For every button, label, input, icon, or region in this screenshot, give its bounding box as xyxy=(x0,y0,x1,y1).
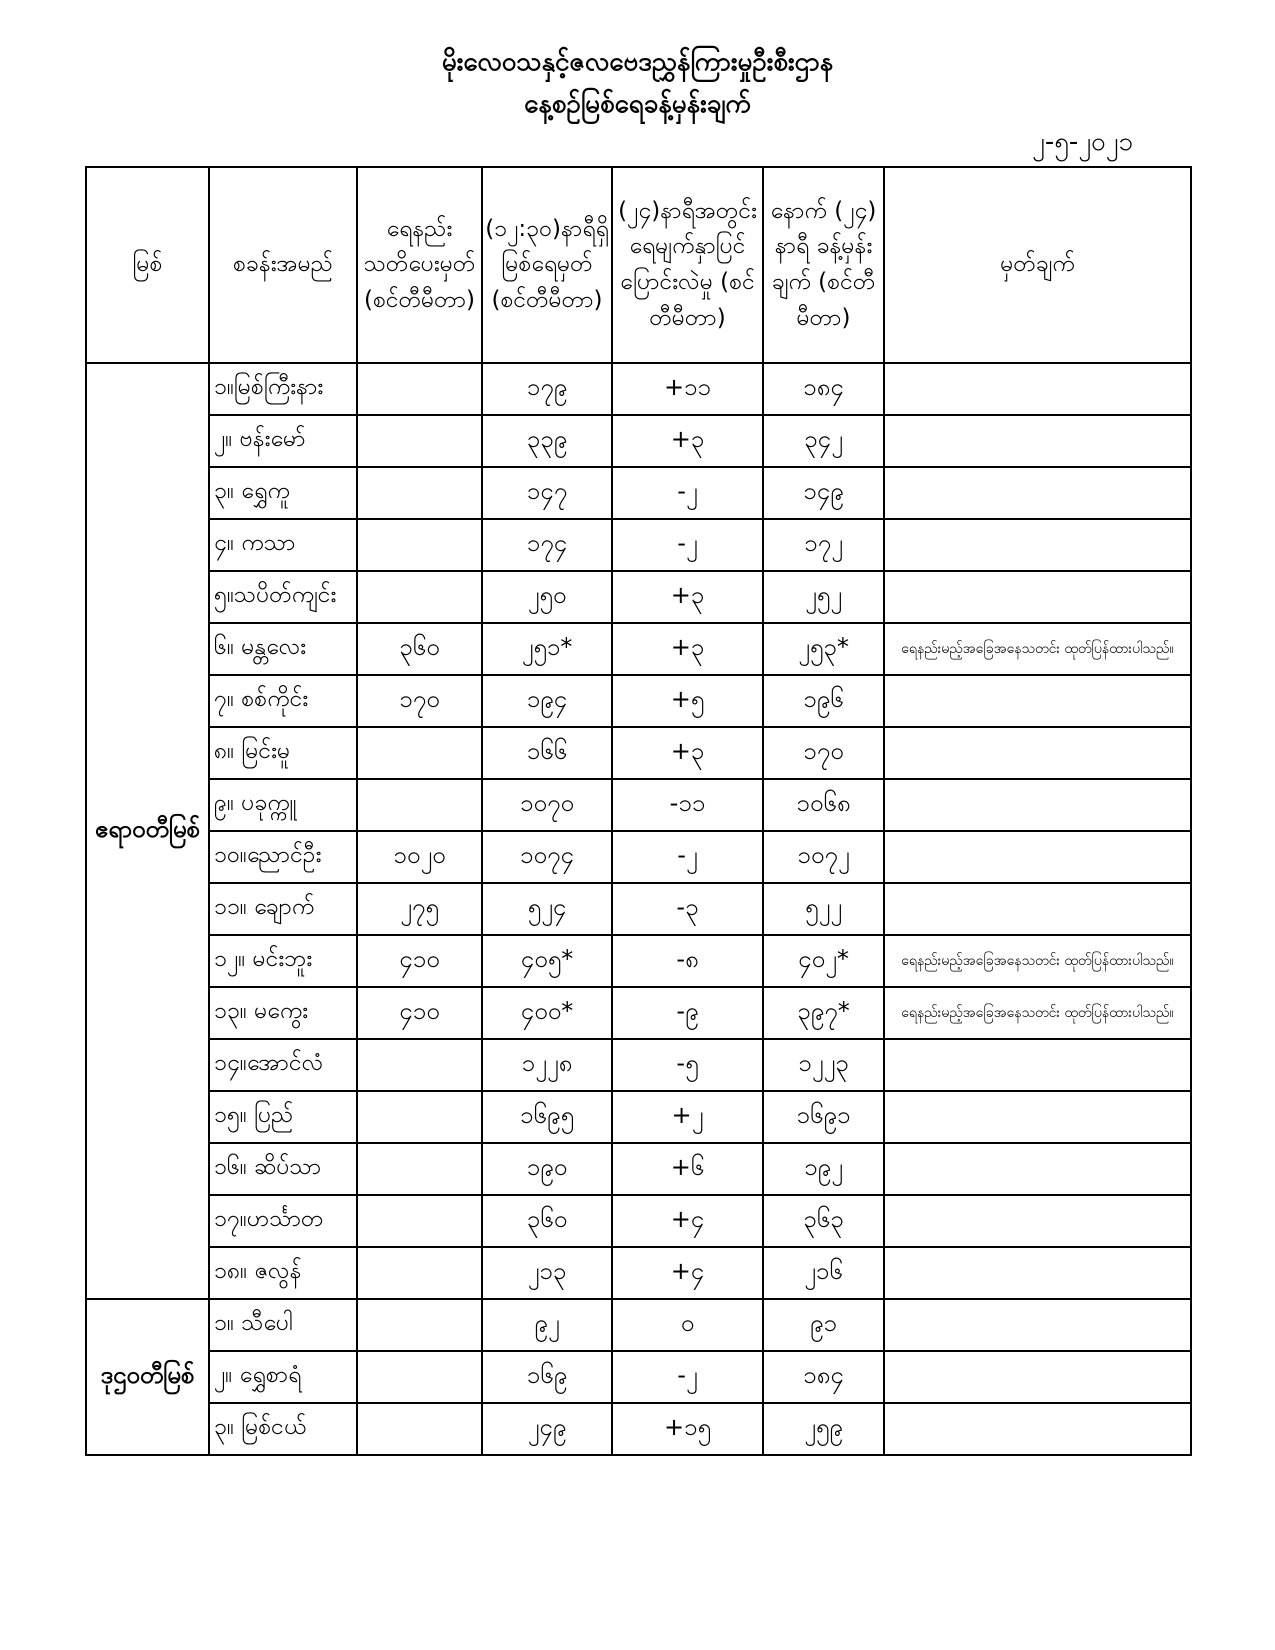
river-name: ဒုဌဝတီမြစ် xyxy=(86,1299,209,1455)
station-name: ၁၆။ ဆိပ်သာ xyxy=(209,1143,357,1195)
header-row xyxy=(86,167,1191,363)
forecast-level: ၁၈၄ xyxy=(763,1351,884,1403)
level-change: -၉ xyxy=(612,987,763,1039)
table-row xyxy=(86,1351,1191,1403)
water-level: ၄၀၀* xyxy=(482,987,612,1039)
warning-level xyxy=(357,363,482,415)
level-change: -၃ xyxy=(612,883,763,935)
remark xyxy=(884,1091,1191,1143)
water-level: ၅၂၄ xyxy=(482,883,612,935)
table-row xyxy=(86,1403,1191,1455)
warning-level: ၂၇၅ xyxy=(357,883,482,935)
forecast-level: ၁၀၆၈ xyxy=(763,779,884,831)
remark xyxy=(884,1039,1191,1091)
level-change: -၅ xyxy=(612,1039,763,1091)
water-level: ၁၀၇၄ xyxy=(482,831,612,883)
forecast-level: ၃၉၇* xyxy=(763,987,884,1039)
report-title: နေ့စဉ်မြစ်ရေခန့်မှန်းချက် xyxy=(524,89,751,119)
col-water-level: (၁၂:၃၀)နာရီရှိ မြစ်ရေမှတ် (စင်တီမီတာ) xyxy=(482,167,612,363)
forecast-level: ၁၆၉၁ xyxy=(763,1091,884,1143)
remark xyxy=(884,727,1191,779)
table-row xyxy=(86,467,1191,519)
water-level: ၁၄၇ xyxy=(482,467,612,519)
water-level: ၂၄၉ xyxy=(482,1403,612,1455)
level-change: +၂ xyxy=(612,1091,763,1143)
warning-level xyxy=(357,1195,482,1247)
remark xyxy=(884,1195,1191,1247)
water-level: ၃၃၉ xyxy=(482,415,612,467)
water-level: ၃၆၀ xyxy=(482,1195,612,1247)
water-level: ၂၅၀ xyxy=(482,571,612,623)
level-change: +၁၁ xyxy=(612,363,763,415)
level-change: -၂ xyxy=(612,1351,763,1403)
water-level: ၁၇၉ xyxy=(482,363,612,415)
forecast-level: ၃၆၃ xyxy=(763,1195,884,1247)
level-change: ၀ xyxy=(612,1299,763,1351)
forecast-level: ၂၅၉ xyxy=(763,1403,884,1455)
warning-level xyxy=(357,1143,482,1195)
level-change: +၄ xyxy=(612,1247,763,1299)
table-row xyxy=(86,935,1191,987)
station-name: ၃။ ရွှေကူ xyxy=(209,467,357,519)
water-level: ၁၉၄ xyxy=(482,675,612,727)
table-row xyxy=(86,831,1191,883)
col-forecast: နောက် (၂၄) နာရီ ခန့်မှန်းချက် (စင်တီမီတာ) xyxy=(763,167,884,363)
department-title: မိုးလေဝသနှင့်ဇလဗေဒညွှန်ကြားမှုဦးစီးဌာန xyxy=(441,47,834,77)
col-change: (၂၄)နာရီအတွင်း ရေမျက်နှာပြင် ပြောင်းလဲမှု (စင်တီမီတာ) xyxy=(612,167,763,363)
station-name: ၁။ သီပေါ xyxy=(209,1299,357,1351)
warning-level xyxy=(357,571,482,623)
table-row xyxy=(86,675,1191,727)
warning-level xyxy=(357,1403,482,1455)
remark xyxy=(884,779,1191,831)
remark xyxy=(884,415,1191,467)
table-row xyxy=(86,519,1191,571)
table-row xyxy=(86,571,1191,623)
water-level: ၁၇၄ xyxy=(482,519,612,571)
table-row xyxy=(86,1039,1191,1091)
remark xyxy=(884,831,1191,883)
table-row xyxy=(86,363,1191,415)
warning-level xyxy=(357,1039,482,1091)
level-change: +၅ xyxy=(612,675,763,727)
warning-level: ၁၀၂၀ xyxy=(357,831,482,883)
forecast-level: ၁၇၀ xyxy=(763,727,884,779)
remark xyxy=(884,1403,1191,1455)
warning-level: ၄၁၀ xyxy=(357,935,482,987)
warning-level xyxy=(357,519,482,571)
warning-level xyxy=(357,779,482,831)
warning-level xyxy=(357,1247,482,1299)
col-warning-level: ရေနည်း သတိပေးမှတ် (စင်တီမီတာ) xyxy=(357,167,482,363)
table-row xyxy=(86,1299,1191,1351)
warning-level xyxy=(357,415,482,467)
level-change: +၄ xyxy=(612,1195,763,1247)
forecast-level: ၂၅၃* xyxy=(763,623,884,675)
remark: ရေနည်းမည့်အခြေအနေသတင်း ထုတ်ပြန်ထားပါသည်။ xyxy=(884,935,1191,987)
level-change: -၈ xyxy=(612,935,763,987)
table-row xyxy=(86,1143,1191,1195)
forecast-level: ၉၁ xyxy=(763,1299,884,1351)
table-body xyxy=(86,363,1191,1455)
station-name: ၄။ ကသာ xyxy=(209,519,357,571)
remark xyxy=(884,519,1191,571)
table-row xyxy=(86,727,1191,779)
remark xyxy=(884,363,1191,415)
warning-level xyxy=(357,1091,482,1143)
report-date: ၂-၅-၂၀၂၁ xyxy=(1032,127,1133,157)
river-name: ဧရာဝတီမြစ် xyxy=(86,363,209,1299)
level-change: +၆ xyxy=(612,1143,763,1195)
forecast-level: ၄၀၂* xyxy=(763,935,884,987)
forecast-level: ၁၄၉ xyxy=(763,467,884,519)
forecast-level: ၁၉၆ xyxy=(763,675,884,727)
remark xyxy=(884,1143,1191,1195)
remark: ရေနည်းမည့်အခြေအနေသတင်း ထုတ်ပြန်ထားပါသည်။ xyxy=(884,987,1191,1039)
level-change: -၁၁ xyxy=(612,779,763,831)
water-level: ၂၁၃ xyxy=(482,1247,612,1299)
warning-level xyxy=(357,1299,482,1351)
warning-level xyxy=(357,727,482,779)
forecast-level: ၁၂၂၃ xyxy=(763,1039,884,1091)
station-name: ၂။ ဗန်းမော် xyxy=(209,415,357,467)
forecast-level: ၅၂၂ xyxy=(763,883,884,935)
remark: ရေနည်းမည့်အခြေအနေသတင်း ထုတ်ပြန်ထားပါသည်။ xyxy=(884,623,1191,675)
warning-level: ၄၁၀ xyxy=(357,987,482,1039)
station-name: ၉။ ပခုက္ကူ xyxy=(209,779,357,831)
remark xyxy=(884,883,1191,935)
col-river: မြစ် xyxy=(86,167,209,363)
level-change: +၁၅ xyxy=(612,1403,763,1455)
station-name: ၁၀။ညောင်ဦး xyxy=(209,831,357,883)
table-row xyxy=(86,779,1191,831)
water-level: ၁၉၀ xyxy=(482,1143,612,1195)
water-level: ၁၆၆ xyxy=(482,727,612,779)
station-name: ၁၈။ ဇလွန် xyxy=(209,1247,357,1299)
forecast-level: ၃၄၂ xyxy=(763,415,884,467)
river-forecast-table xyxy=(85,166,1192,1456)
forecast-level: ၁၀၇၂ xyxy=(763,831,884,883)
water-level: ၂၅၁* xyxy=(482,623,612,675)
table-row xyxy=(86,1247,1191,1299)
station-name: ၁၁။ ချောက် xyxy=(209,883,357,935)
level-change: -၂ xyxy=(612,519,763,571)
station-name: ၁။မြစ်ကြီးနား xyxy=(209,363,357,415)
level-change: -၂ xyxy=(612,467,763,519)
station-name: ၁၄။အောင်လံ xyxy=(209,1039,357,1091)
water-level: ၉၂ xyxy=(482,1299,612,1351)
table-row xyxy=(86,883,1191,935)
remark xyxy=(884,1299,1191,1351)
level-change: +၃ xyxy=(612,727,763,779)
water-level: ၁၆၉ xyxy=(482,1351,612,1403)
water-level: ၄၀၅* xyxy=(482,935,612,987)
station-name: ၇။ စစ်ကိုင်း xyxy=(209,675,357,727)
remark xyxy=(884,1247,1191,1299)
level-change: +၃ xyxy=(612,623,763,675)
water-level: ၁၀၇၀ xyxy=(482,779,612,831)
water-level: ၁၂၂၈ xyxy=(482,1039,612,1091)
station-name: ၁၇။ဟင်္သာတ xyxy=(209,1195,357,1247)
remark xyxy=(884,571,1191,623)
station-name: ၂။ ရွှေစာရံ xyxy=(209,1351,357,1403)
water-level: ၁၆၉၅ xyxy=(482,1091,612,1143)
station-name: ၁၅။ ပြည် xyxy=(209,1091,357,1143)
level-change: -၂ xyxy=(612,831,763,883)
forecast-level: ၁၈၄ xyxy=(763,363,884,415)
table-row xyxy=(86,987,1191,1039)
table-row xyxy=(86,415,1191,467)
warning-level xyxy=(357,1351,482,1403)
warning-level: ၃၆၀ xyxy=(357,623,482,675)
station-name: ၈။ မြင်းမူ xyxy=(209,727,357,779)
warning-level xyxy=(357,467,482,519)
station-name: ၅။သပိတ်ကျင်း xyxy=(209,571,357,623)
forecast-level: ၂၅၂ xyxy=(763,571,884,623)
col-station: စခန်းအမည် xyxy=(209,167,357,363)
remark xyxy=(884,467,1191,519)
warning-level: ၁၇၀ xyxy=(357,675,482,727)
station-name: ၁၃။ မကွေး xyxy=(209,987,357,1039)
table-row xyxy=(86,623,1191,675)
forecast-level: ၁၉၂ xyxy=(763,1143,884,1195)
station-name: ၃။ မြစ်ငယ် xyxy=(209,1403,357,1455)
col-remark: မှတ်ချက် xyxy=(884,167,1191,363)
station-name: ၆။ မန္တလေး xyxy=(209,623,357,675)
remark xyxy=(884,675,1191,727)
level-change: +၃ xyxy=(612,571,763,623)
station-name: ၁၂။ မင်းဘူး xyxy=(209,935,357,987)
forecast-level: ၁၇၂ xyxy=(763,519,884,571)
table-row xyxy=(86,1195,1191,1247)
level-change: +၃ xyxy=(612,415,763,467)
table-row xyxy=(86,1091,1191,1143)
remark xyxy=(884,1351,1191,1403)
forecast-level: ၂၁၆ xyxy=(763,1247,884,1299)
